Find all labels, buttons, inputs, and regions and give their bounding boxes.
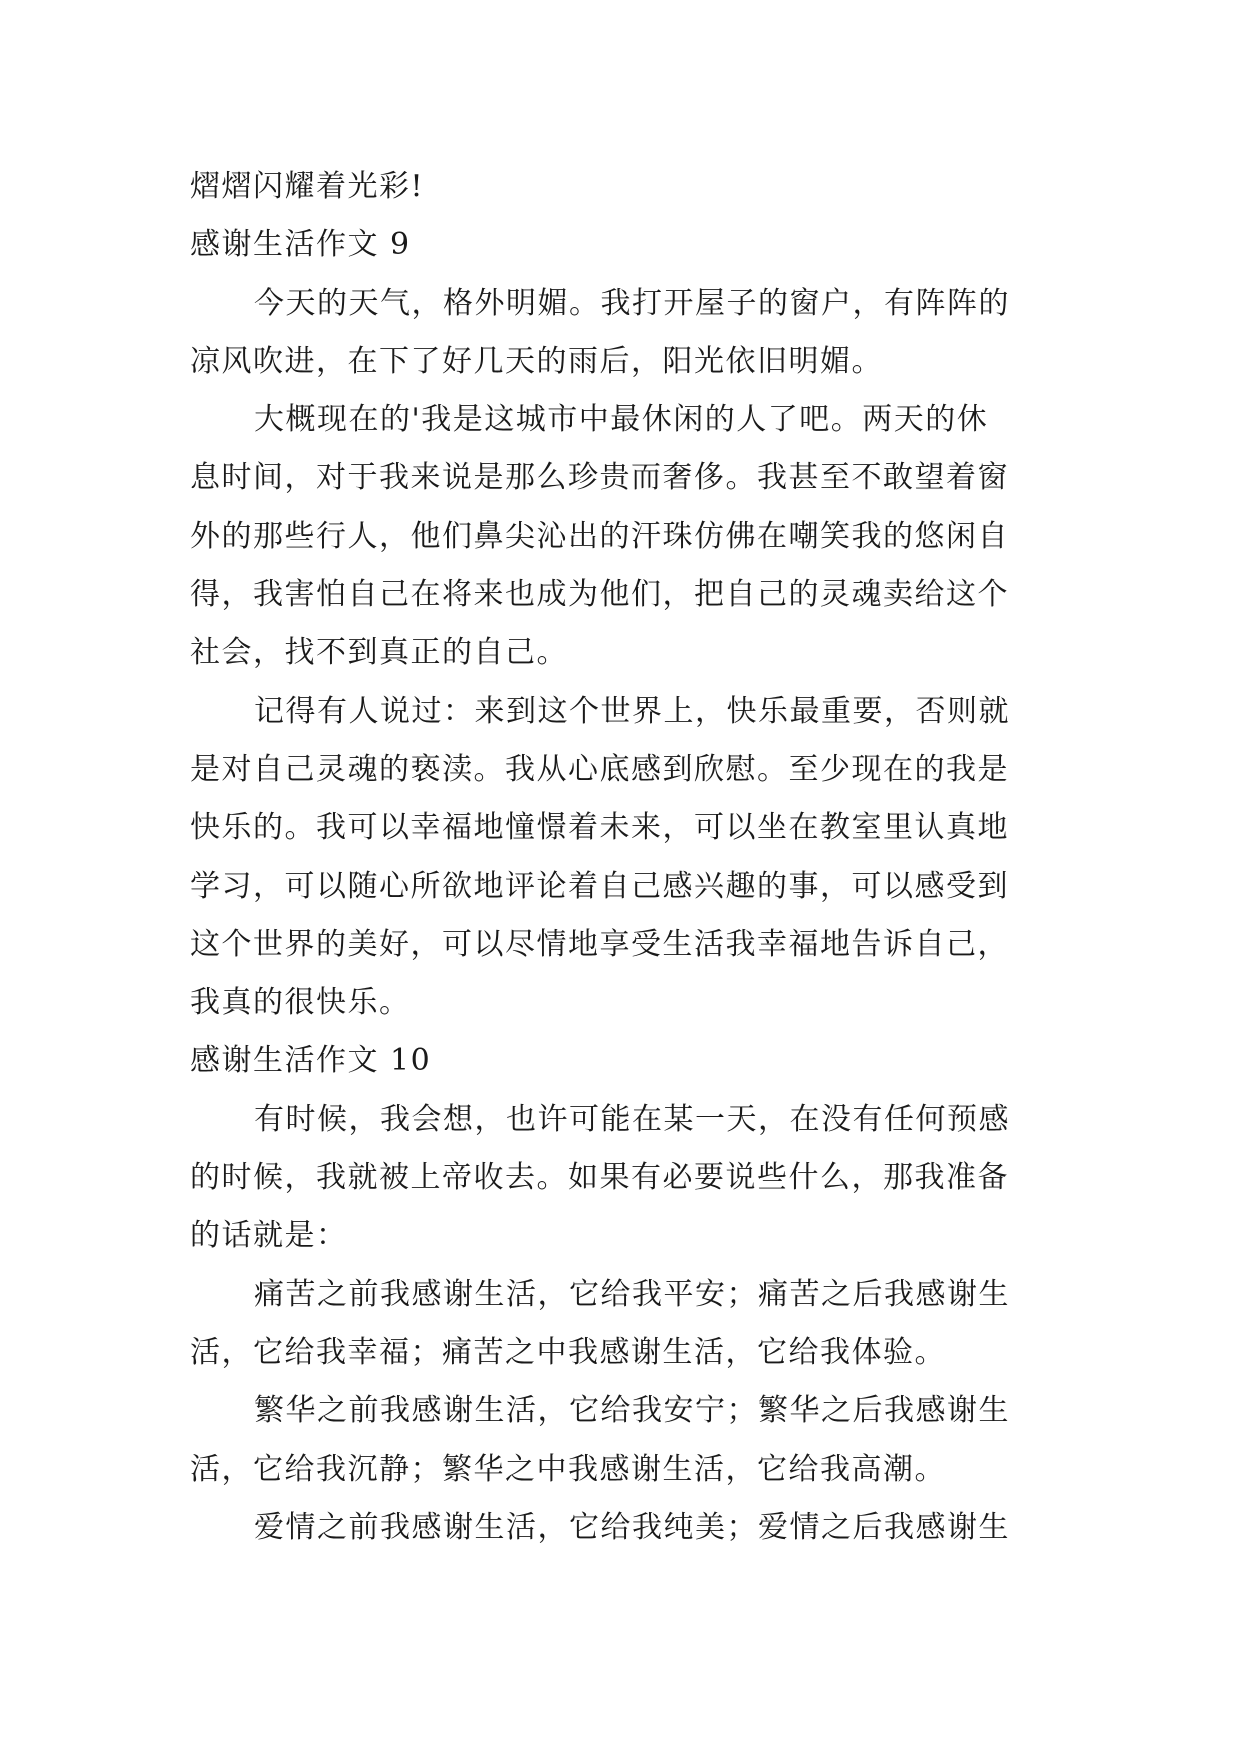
text-line: 社会，找不到真正的自己。	[190, 635, 568, 671]
text-line: 熠熠闪耀着光彩!	[190, 169, 425, 204]
section-heading: 感谢生活作文 9	[190, 227, 411, 263]
paragraph-first-line: 今天的天气，格外明媚。我打开屋子的窗户，有阵阵的	[254, 285, 1010, 321]
text-line: 活，它给我幸福；痛苦之中我感谢生活，它给我体验。	[190, 1334, 946, 1370]
text-line: 息时间，对于我来说是那么珍贵而奢侈。我甚至不敢望着窗	[190, 460, 1009, 496]
text-line: 外的那些行人，他们鼻尖沁出的汗珠仿佛在嘲笑我的悠闲自	[190, 518, 1009, 554]
text-line: 活，它给我沉静；繁华之中我感谢生活，它给我高潮。	[190, 1451, 946, 1487]
paragraph-first-line: 爱情之前我感谢生活，它给我纯美；爱情之后我感谢生	[254, 1509, 1010, 1545]
text-line: 是对自己灵魂的亵渎。我从心底感到欣慰。至少现在的我是	[190, 751, 1009, 787]
paragraph-first-line: 大概现在的'我是这城市中最休闲的人了吧。两天的休	[254, 402, 989, 438]
document-body	[190, 158, 1058, 1557]
text-line: 这个世界的美好，可以尽情地享受生活我幸福地告诉自己，	[190, 926, 1009, 962]
section-heading: 感谢生活作文 10	[190, 1043, 432, 1079]
text-line: 凉风吹进，在下了好几天的雨后，阳光依旧明媚。	[190, 343, 883, 379]
paragraph-first-line: 记得有人说过：来到这个世界上，快乐最重要，否则就	[254, 693, 1010, 729]
paragraph-first-line: 有时候，我会想，也许可能在某一天，在没有任何预感	[254, 1101, 1010, 1137]
text-line: 学习，可以随心所欲地评论着自己感兴趣的事，可以感受到	[190, 868, 1009, 904]
paragraph-first-line: 痛苦之前我感谢生活，它给我平安；痛苦之后我感谢生	[254, 1276, 1010, 1312]
text-line: 的时候，我就被上帝收去。如果有必要说些什么，那我准备	[190, 1160, 1009, 1196]
text-line: 得，我害怕自己在将来也成为他们，把自己的灵魂卖给这个	[190, 577, 1009, 613]
text-line: 的话就是：	[190, 1218, 348, 1254]
text-line: 快乐的。我可以幸福地憧憬着未来，可以坐在教室里认真地	[190, 810, 1009, 846]
text-line: 我真的很快乐。	[190, 985, 411, 1021]
paragraph-first-line: 繁华之前我感谢生活，它给我安宁；繁华之后我感谢生	[254, 1393, 1010, 1429]
